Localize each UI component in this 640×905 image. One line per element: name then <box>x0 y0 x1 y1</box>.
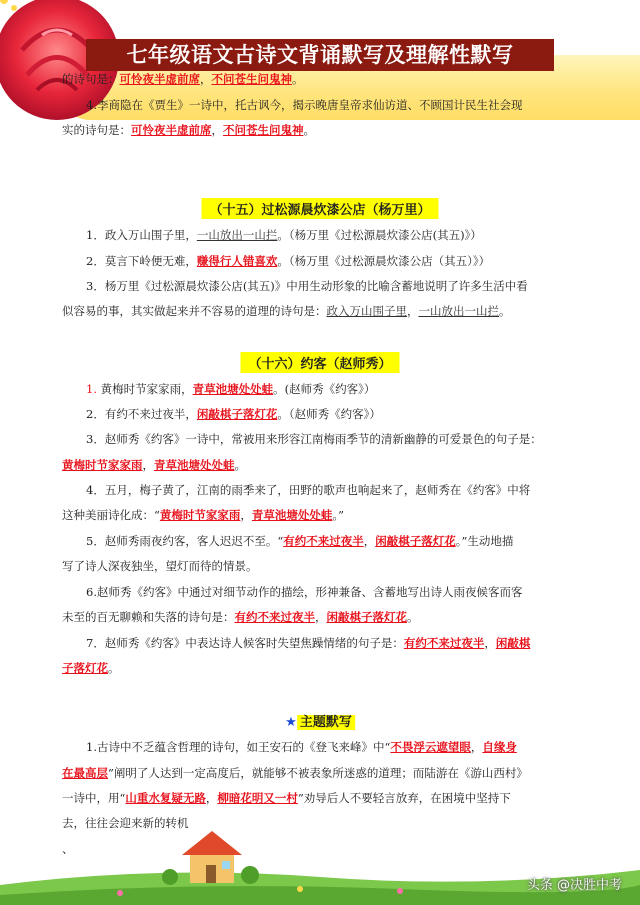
theme-heading-wrap <box>277 710 363 731</box>
punct: 。 <box>292 72 304 86</box>
question-text: 1．政入万山围子里， <box>86 228 197 242</box>
question-text: 这种美丽诗化成：“ <box>62 508 160 522</box>
intro-line-3 <box>62 121 315 139</box>
question-text: 。”生动地描 <box>455 534 514 548</box>
theme-q1-line2 <box>62 764 528 782</box>
answer: 青草池塘处处蛙 <box>154 458 235 472</box>
question-text: 1.古诗中不乏蕴含哲理的诗句，如王安石的《登飞来峰》中“ <box>86 740 391 754</box>
watermark: 头条 @决胜中考 <box>526 878 622 893</box>
answer: 有约不来过夜半 <box>403 636 485 650</box>
s16-q5-line2: 写了诗人深夜独坐，望灯而待的情景。 <box>62 559 258 573</box>
answer: 闲敲棋子落灯花 <box>375 534 456 548</box>
house-icon <box>182 831 242 883</box>
punct: 。” <box>332 508 345 522</box>
theme-q1-line3 <box>62 789 511 807</box>
page-title: 七年级语文古诗文背诵默写及理解性默写 <box>86 39 554 71</box>
theme-q1-line1 <box>86 738 517 756</box>
answer: 不问苍生问鬼神 <box>223 123 304 137</box>
theme-heading: 主题默写 <box>297 715 355 730</box>
s15-q1 <box>86 226 482 244</box>
answer: 政入万山围子里 <box>326 304 407 318</box>
separator: ， <box>142 458 154 472</box>
answer: 闲敲棋子落灯花 <box>326 610 407 624</box>
answer: 黄梅时节家家雨 <box>159 508 241 522</box>
source-note: 。(赵师秀《约客》） <box>273 382 376 396</box>
s16-q2 <box>86 405 381 423</box>
answer: 一山放出一山拦 <box>196 228 278 242</box>
s16-q4-line2 <box>62 506 344 524</box>
question-text: 2．有约不来过夜半， <box>86 407 197 421</box>
question-text: 一诗中，用“ <box>62 791 126 805</box>
answer: 不问苍生问鬼神 <box>211 72 292 86</box>
question-text: 2．莫言下岭便无难， <box>86 254 197 268</box>
separator: ， <box>205 791 218 805</box>
punct: 。 <box>407 610 419 624</box>
theme-q1-line4: 去，往往会迎来新的转机 <box>62 816 189 830</box>
s16-q1 <box>86 380 375 398</box>
question-text: 5．赵师秀雨夜约客，客人迟迟不至。“ <box>86 534 284 548</box>
question-text: 7．赵师秀《约客》中表达诗人候客时失望焦躁情绪的句子是： <box>86 636 404 650</box>
answer: 有约不来过夜半 <box>234 610 315 624</box>
question-text: 黄梅时节家家雨， <box>100 382 193 396</box>
answer: 闲敲棋子落灯花 <box>196 407 278 421</box>
answer: 青草池塘处处蛙 <box>251 508 333 522</box>
answer: 闲敲棋 <box>495 636 531 650</box>
separator: ， <box>211 123 223 137</box>
punct: 。 <box>303 123 315 137</box>
source-note: 。（赵师秀《约客》） <box>277 407 381 421</box>
intro-line-2: 4.李商隐在《贾生》一诗中，托古讽今，揭示晚唐皇帝求仙访道、不顾国计民生社会现 <box>86 98 523 112</box>
punct: 。 <box>499 304 511 318</box>
trailing-mark: 、 <box>62 842 74 856</box>
separator: ， <box>240 508 252 522</box>
s16-q5-line1 <box>86 532 513 550</box>
answer: 自缘身 <box>482 740 517 754</box>
source-note: 。（杨万里《过松源晨炊漆公店（其五）》） <box>277 254 491 268</box>
question-text: 未至的百无聊赖和失落的诗句是： <box>62 610 235 624</box>
answer: 黄梅时节家家雨 <box>62 458 143 472</box>
answer: 在最高层 <box>62 766 108 780</box>
separator: ， <box>407 304 419 318</box>
s16-q7-line2 <box>62 659 120 677</box>
punct: 。 <box>108 661 120 675</box>
s15-q3-line1: 3．杨万里《过松源晨炊漆公店(其五)》中用生动形象的比喻含蓄地说明了许多生活中看 <box>86 279 528 293</box>
s16-q3-line1: 3．赵师秀《约客》一诗中，常被用来形容江南梅雨季节的清新幽静的可爱景色的句子是： <box>86 432 542 446</box>
separator: ， <box>200 72 212 86</box>
intro-text: 的诗句是： <box>62 72 120 86</box>
answer: 不畏浮云遮望眼 <box>390 740 471 754</box>
section-15-heading: （十五）过松源晨炊漆公店（杨万里） <box>201 198 438 219</box>
answer: 山重水复疑无路 <box>125 791 206 805</box>
star-icon: ★ <box>285 715 297 730</box>
intro-text: 实的诗句是： <box>62 123 131 137</box>
answer: 赚得行人错喜欢 <box>196 254 278 268</box>
s16-q6-line1: 6.赵师秀《约客》中通过对细节动作的描绘，形神兼备、含蓄地写出诗人雨夜候客而客 <box>86 585 523 599</box>
s16-q4-line1: 4．五月，梅子黄了，江南的雨季来了，田野的歌声也响起来了，赵师秀在《约客》中将 <box>86 483 531 497</box>
answer: 可怜夜半虚前席 <box>131 123 212 137</box>
answer: 青草池塘处处蛙 <box>192 382 274 396</box>
question-text: ”劝导后人不要轻言放弃，在困境中坚持下 <box>297 791 511 805</box>
source-note: 。（杨万里《过松源晨炊漆公店(其五)》） <box>277 228 482 242</box>
s15-q2 <box>86 252 490 270</box>
s15-q3-line2 <box>62 302 511 320</box>
intro-line-1 <box>62 70 304 88</box>
answer: 一山放出一山拦 <box>418 304 499 318</box>
separator: ， <box>484 636 496 650</box>
section-16-heading: （十六）约客（赵师秀） <box>240 352 399 373</box>
answer: 柳暗花明又一村 <box>217 791 298 805</box>
question-text: 似容易的事，其实做起来并不容易的道理的诗句是： <box>62 304 327 318</box>
answer: 有约不来过夜半 <box>283 534 364 548</box>
s16-q7-line1 <box>86 634 530 652</box>
separator: ， <box>470 740 483 754</box>
question-text: ”阐明了人达到一定高度后，就能够不被表象所迷惑的道理；而陆游在《游山西村》 <box>108 766 528 780</box>
punct: 。 <box>234 458 246 472</box>
answer: 子落灯花 <box>62 661 108 675</box>
question-number: 1. <box>86 382 97 396</box>
answer: 可怜夜半虚前席 <box>119 72 200 86</box>
separator: ， <box>315 610 327 624</box>
s16-q3-line2 <box>62 456 246 474</box>
separator: ， <box>363 534 376 548</box>
s16-q6-line2 <box>62 608 419 626</box>
